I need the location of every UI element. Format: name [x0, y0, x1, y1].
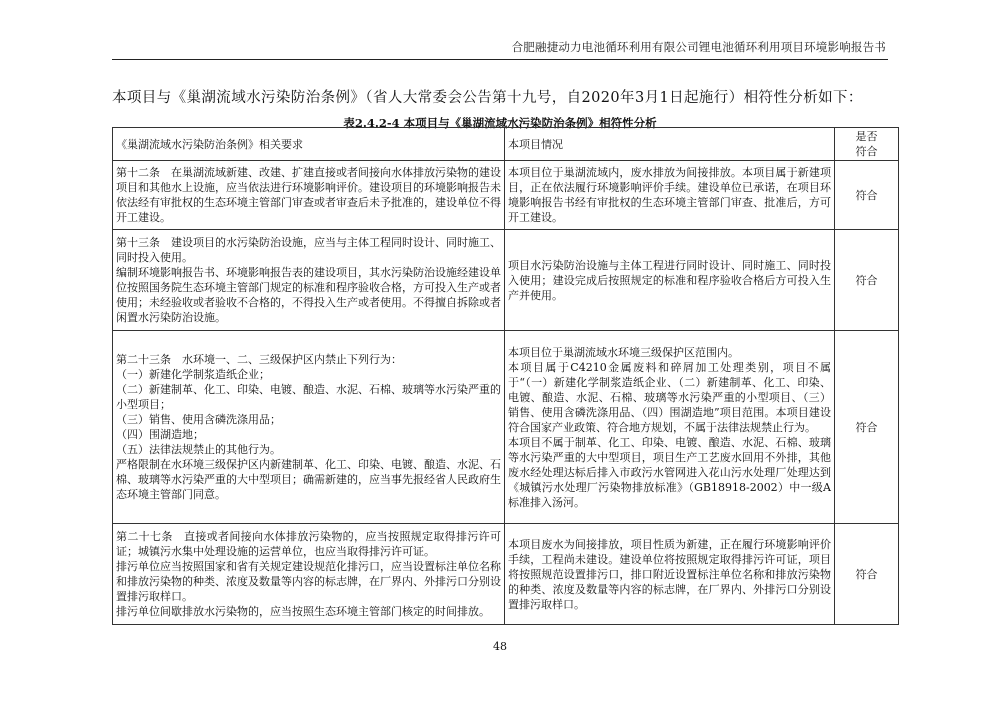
requirement-paragraph: 排污单位应当按照国家和省有关规定建设规范化排污口，应当设置标注单位名称和排放污染物的种类、浓度及数量等内容的标志牌，在厂界内、外排污口分别设置排污取样口。 — [116, 560, 501, 603]
situation-cell — [505, 524, 835, 625]
situation-cell — [505, 230, 835, 331]
header-result — [835, 128, 899, 161]
situation-paragraph: 本项目不属于制革、化工、印染、电镀、酿造、水泥、石棉、玻璃等水污染严重的大中型项目，项目生产工艺废水回用不外排，其他废水经处理达标后排入市政污水管网进入花山污水处理厂处理达到《城镇污水处理厂污染物排放标准》（GB18918-2002）中一级A标准排入汤河。 — [508, 435, 831, 509]
requirement-paragraph: 第十三条 建设项目的水污染防治设施，应当与主体工程同时设计、同时施工、同时投入使用。 — [116, 236, 501, 264]
requirement-paragraph: （三）销售、使用含磷洗涤用品； — [116, 413, 281, 426]
requirement-cell — [113, 331, 505, 524]
header-result-line2: 符合 — [855, 145, 878, 158]
situation-paragraph: 本项目位于巢湖流域内，废水排放为间接排放。本项目属于新建项目，正在依法履行环境影响评价手续。建设单位已承诺，在项目环境影响报告书经有审批权的生态环境主管部门审查、批准后，方可开工建设。 — [508, 166, 831, 224]
header-result-line1: 是否 — [855, 130, 878, 143]
table-row — [113, 524, 899, 625]
requirement-paragraph: （二）新建制革、化工、印染、电镀、酿造、水泥、石棉、玻璃等水污染严重的小型项目； — [116, 383, 501, 411]
situation-cell — [505, 161, 835, 230]
requirement-paragraph: 编制环境影响报告书、环境影响报告表的建设项目，其水污染防治设施经建设单位按照国务院生态环境主管部门规定的标准和程序验收合格，方可投入生产或者使用；未经验收或者验收不合格的，不得投入生产或者使用。不得擅自拆除或者闲置水污染防治设施。 — [116, 266, 501, 324]
situation-paragraph: 本项目废水为间接排放，项目性质为新建，正在履行环境影响评价手续，工程尚未建设。建设单位将按照规定取得排污许可证，项目将按照规范设置排污口，排口附近设置标注单位名称和排放污染物的种类、浓度及数量等内容的标志牌，在厂界内、外排污口分别设置排污取样口。 — [508, 537, 831, 611]
requirement-paragraph: 第二十三条 水环境一、二、三级保护区内禁止下列行为： — [116, 353, 402, 366]
report-header-title: 合肥融捷动力电池循环利用有限公司锂电池循环利用项目环境影响报告书 — [511, 40, 886, 54]
table-caption: 表2.4.2-4 本项目与《巢湖流域水污染防治条例》相符性分析 — [343, 116, 657, 130]
requirement-paragraph: （一）新建化学制浆造纸企业； — [116, 368, 270, 381]
table-body — [113, 161, 899, 625]
situation-cell — [505, 331, 835, 524]
header-situation: 本项目情况 — [505, 128, 835, 161]
page-number: 48 — [493, 640, 507, 653]
requirement-cell — [113, 524, 505, 625]
requirement-paragraph: 第十二条 在巢湖流域新建、改建、扩建直接或者间接向水体排放污染物的建设项目和其他水上设施，应当依法进行环境影响评价。建设项目的环境影响报告未依法经有审批权的生态环境主管部门审查或者审查后未予批准的，建设单位不得开工建设。 — [116, 166, 501, 224]
requirement-paragraph: （四）围湖造地； — [116, 428, 204, 441]
requirement-cell — [113, 161, 505, 230]
requirement-paragraph: （五）法律法规禁止的其他行为。 — [116, 443, 281, 456]
requirement-paragraph: 严格限制在水环境三级保护区内新建制革、化工、印染、电镀、酿造、水泥、石棉、玻璃等水污染严重的大中型项目；确需新建的，应当事先报经省人民政府生态环境主管部门同意。 — [116, 458, 501, 501]
situation-paragraph: 项目水污染防治设施与主体工程进行同时设计、同时施工、同时投入使用；建设完成后按照规定的标准和程序验收合格后方可投入生产并使用。 — [508, 258, 831, 302]
table-row — [113, 230, 899, 331]
table-row — [113, 161, 899, 230]
result-cell: 符合 — [835, 161, 899, 230]
situation-paragraph: 本项目属于C4210金属废料和碎屑加工处理类别，项目不属于“（一）新建化学制浆造纸企业、（二）新建制革、化工、印染、电镀、酿造、水泥、石棉、玻璃等水污染严重的小型项目、（三）销售、使用含磷洗涤用品、（四）围湖造地”项目范围。本项目建设符合国家产业政策、符合地方规划，不属于法律法规禁止行为。 — [508, 360, 831, 434]
header-requirement: 《巢湖流域水污染防治条例》相关要求 — [113, 128, 505, 161]
requirement-paragraph: 排污单位间歇排放水污染物的，应当按照生态环境主管部门核定的时间排放。 — [116, 605, 490, 618]
result-cell: 符合 — [835, 230, 899, 331]
result-cell: 符合 — [835, 524, 899, 625]
table-header-row — [113, 128, 899, 161]
requirement-paragraph: 第二十七条 直接或者间接向水体排放污染物的，应当按照规定取得排污许可证；城镇污水集中处理设施的运营单位，也应当取得排污许可证。 — [116, 530, 501, 558]
situation-paragraph: 本项目位于巢湖流域水环境三级保护区范围内。 — [508, 345, 739, 359]
table-row — [113, 331, 899, 524]
intro-paragraph: 本项目与《巢湖流域水污染防治条例》（省人大常委会公告第十九号，自2020年3月1日起施行）相符性分析如下： — [112, 90, 863, 106]
compliance-table — [112, 127, 899, 625]
header-divider — [112, 59, 888, 60]
requirement-cell — [113, 230, 505, 331]
result-cell: 符合 — [835, 331, 899, 524]
